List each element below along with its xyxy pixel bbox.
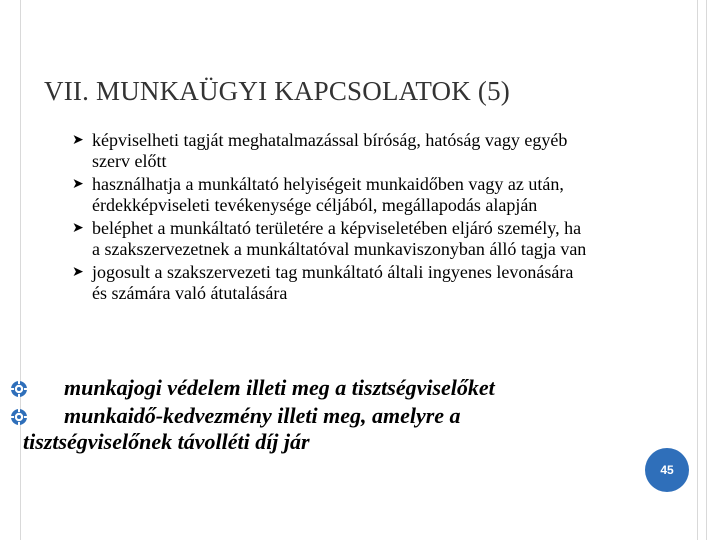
sub-bullet-text: jogosult a szakszervezeti tag munkáltató általi ingyenes levonására és számára való átutalására: [92, 262, 574, 303]
frame-line-right-inner: [697, 0, 698, 540]
sub-bullet-text: használhatja a munkáltató helyiségeit munkaidőben vagy az után, érdekképviseleti tevékenysége céljából, megállapodás alapján: [92, 174, 564, 215]
slide-title: VII. MUNKAÜGYI KAPCSOLATOK (5): [44, 76, 510, 106]
page-number-badge: 45: [645, 448, 689, 492]
sub-bullet-item: [72, 218, 592, 260]
sub-bullet-item: [72, 174, 592, 216]
main-bullet-text: munkajogi védelem illeti meg a tisztségviselőket: [64, 375, 495, 400]
arrow-bullet-icon: ➤: [72, 132, 84, 148]
arrow-bullet-icon: ➤: [72, 264, 84, 280]
gear-bullet-icon: [10, 380, 28, 398]
main-bullet-item: [10, 403, 570, 455]
frame-line-right-outer: [706, 0, 707, 540]
main-bullet-list: [10, 375, 570, 457]
sub-bullet-text: beléphet a munkáltató területére a képviseletében eljáró személy, ha a szakszervezetnek a munkáltatóval munkaviszonyban álló tagja van: [92, 218, 587, 259]
sub-bullet-item: [72, 130, 592, 172]
arrow-bullet-icon: ➤: [72, 176, 84, 192]
main-bullet-text-continuation: tisztségviselőnek távolléti díj jár: [23, 429, 310, 454]
arrow-bullet-icon: ➤: [72, 220, 84, 236]
main-bullet-text: munkaidő-kedvezmény illeti meg, amelyre a: [64, 403, 461, 428]
sub-bullet-list: [72, 130, 592, 306]
main-bullet-item: [10, 375, 570, 401]
gear-bullet-icon: [10, 408, 28, 426]
sub-bullet-text: képviselheti tagját meghatalmazással bíróság, hatóság vagy egyéb szerv előtt: [92, 130, 568, 171]
frame-line-left: [20, 0, 21, 540]
sub-bullet-item: [72, 262, 592, 304]
